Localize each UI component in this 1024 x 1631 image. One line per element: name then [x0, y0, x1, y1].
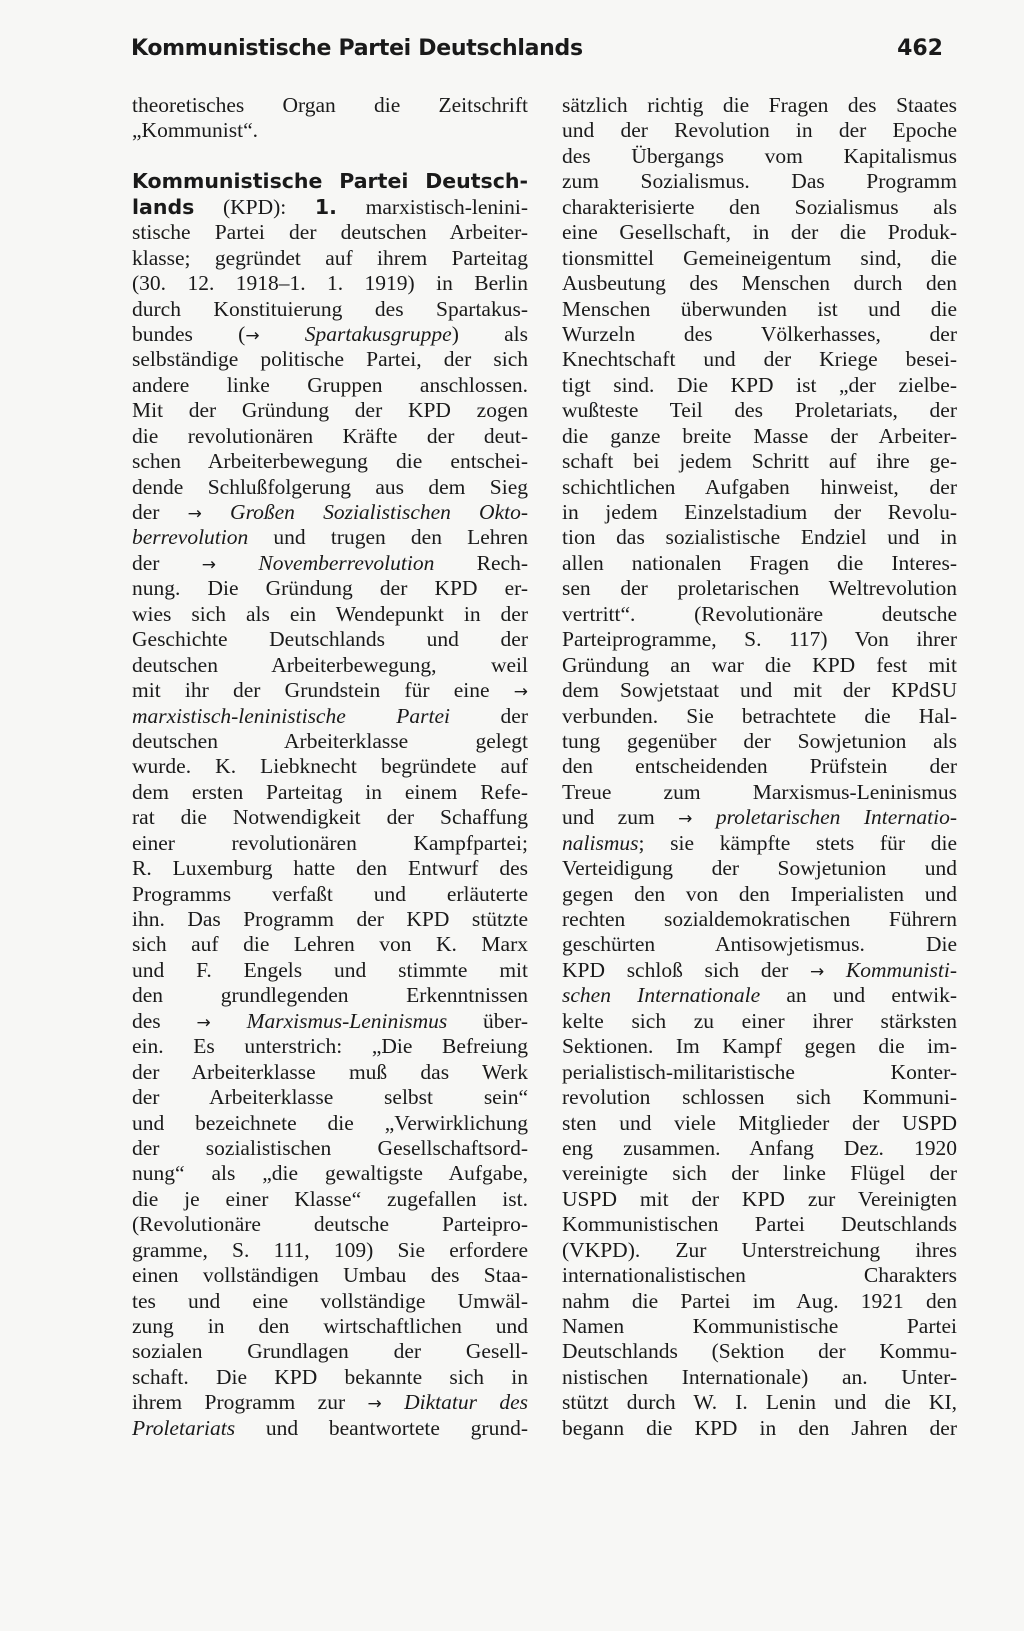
text-line: den entscheidenden Prüfstein der: [562, 754, 957, 779]
text-line: Treue zum Marxismus-Leninismus: [562, 779, 957, 804]
text-line: ihrem Programm zur → Diktatur des: [132, 1390, 528, 1415]
text-line: nung. Die Gründung der KPD er-: [132, 576, 528, 601]
text-line: nahm die Partei im Aug. 1921 den: [562, 1288, 957, 1313]
text-line: einer revolutionären Kampfpartei;: [132, 830, 528, 855]
text-line: schen Internationale an und entwik-: [562, 983, 957, 1008]
text-line: lands (KPD): 1. marxistisch-lenini-: [132, 194, 528, 219]
text-line: dem Sowjetstaat und mit der KPdSU: [562, 678, 957, 703]
text-line: rechten sozialdemokratischen Führern: [562, 907, 957, 931]
text-line: des → Marxismus-Leninismus über-: [132, 1008, 528, 1033]
text-line: tigt sind. Die KPD ist „der zielbe-: [562, 372, 957, 397]
text-line: klasse; gegründet auf ihrem Parteitag: [132, 245, 528, 270]
text-line: der sozialistischen Gesellschaftsord-: [132, 1135, 528, 1160]
text-line: Verteidigung der Sowjetunion und: [562, 856, 957, 881]
text-line: geschürten Antisowjetismus. Die: [562, 932, 957, 957]
cross-reference: marxistisch-leninistische Partei: [132, 703, 451, 728]
text-line: Menschen überwunden ist und die: [562, 296, 957, 321]
cross-reference: nalismus: [562, 830, 639, 855]
text-line: perialistisch-militaristische Konter-: [562, 1059, 957, 1084]
text-line: marxistisch-leninistische Partei der: [132, 703, 528, 728]
text-line: Programms verfaßt und erläuterte: [132, 881, 528, 906]
text-line: schaft bei jedem Schritt auf ihre ge-: [562, 449, 957, 474]
text-line: Namen Kommunistische Partei: [562, 1314, 957, 1338]
text-line: der Arbeiterklasse muß das Werk: [132, 1059, 528, 1084]
right-column: [562, 93, 957, 1441]
text-line: wies sich als ein Wendepunkt in der: [132, 601, 528, 626]
text-line: stützt durch W. I. Lenin und die KI,: [562, 1390, 957, 1415]
text-line: die ganze breite Masse der Arbeiter-: [562, 423, 957, 448]
cross-reference: Großen Sozialistischen Okto-: [230, 500, 529, 524]
cross-reference: schen Internationale: [562, 983, 761, 1008]
text-line: tung gegenüber der Sowjetunion als: [562, 728, 957, 753]
text-line: USPD mit der KPD zur Vereinigten: [562, 1186, 957, 1211]
cross-reference-arrow-icon: →: [245, 325, 260, 346]
text-line: rat die Notwendigkeit der Schaffung: [132, 805, 528, 830]
text-line: zum Sozialismus. Das Programm: [562, 169, 957, 194]
text-line: eng zusammen. Anfang Dez. 1920: [562, 1135, 957, 1160]
text-line: tes und eine vollständige Umwäl-: [132, 1288, 528, 1313]
text-line: mit ihr der Grundstein für eine →: [132, 678, 528, 703]
text-line: in jedem Einzelstadium der Revolu-: [562, 500, 957, 524]
text-line: gramme, S. 111, 109) Sie erfordere: [132, 1237, 528, 1262]
text-line: sten und viele Mitglieder der USPD: [562, 1110, 957, 1135]
text-line: Sektionen. Im Kampf gegen die im-: [562, 1034, 957, 1059]
text-line: (VKPD). Zur Unterstreichung ihres: [562, 1237, 957, 1262]
text-line: tionsmittel Gemeineigentum sind, die: [562, 245, 957, 270]
page-header: [131, 36, 943, 72]
cross-reference: Diktatur des: [404, 1390, 528, 1415]
text-line: durch Konstituierung des Spartakus-: [132, 296, 528, 321]
cross-reference-arrow-icon: →: [187, 504, 202, 524]
text-line: tion das sozialistische Endziel und in: [562, 525, 957, 550]
text-line: sen der proletarischen Weltrevolution: [562, 576, 957, 601]
cross-reference: Proletariats: [132, 1415, 236, 1440]
text-line: begann die KPD in den Jahren der: [562, 1415, 957, 1440]
text-line: „Kommunist“.: [132, 118, 258, 143]
left-column: [132, 93, 528, 1441]
text-line: verbunden. Sie betrachtete die Hal-: [562, 703, 957, 728]
cross-reference: Spartakusgruppe: [304, 321, 452, 346]
text-line: nalismus; sie kämpfte stets für die: [562, 830, 957, 855]
text-line: nung“ als „die gewaltigste Aufgabe,: [132, 1161, 528, 1186]
text-line: berrevolution und trugen den Lehren: [132, 525, 528, 550]
text-line: und bezeichnete die „Verwirklichung: [132, 1110, 528, 1135]
text-line: selbständige politische Partei, der sich: [132, 347, 528, 372]
text-line: der → Novemberrevolution Rech-: [132, 550, 529, 575]
text-line: nistischen Internationale) an. Unter-: [562, 1364, 957, 1389]
text-line: andere linke Gruppen anschlossen.: [132, 372, 528, 397]
text-line: wurde. K. Liebknecht begründete auf: [132, 754, 528, 779]
text-line: revolution schlossen sich Kommuni-: [562, 1085, 957, 1110]
text-line: Wurzeln des Völkerhasses, der: [562, 321, 957, 346]
text-line: (30. 12. 1918–1. 1. 1919) in Berlin: [132, 271, 528, 296]
cross-reference-arrow-icon: →: [367, 1394, 382, 1415]
text-line: ein. Es unterstrich: „Die Befreiung: [132, 1034, 528, 1059]
text-line: Mit der Gründung der KPD zogen: [132, 398, 528, 423]
text-line: Proletariats und beantwortete grund-: [132, 1415, 528, 1440]
text-line: gegen den von den Imperialisten und: [562, 881, 957, 906]
text-line: ihn. Das Programm der KPD stützte: [132, 907, 528, 931]
text-line: schichtlichen Aufgaben hinweist, der: [562, 474, 957, 499]
text-line: zung in den wirtschaftlichen und: [132, 1314, 528, 1338]
cross-reference-arrow-icon: →: [201, 554, 217, 575]
text-line: internationalistischen Charakters: [562, 1263, 957, 1288]
text-line: die je einer Klasse“ zugefallen ist.: [132, 1186, 528, 1211]
cross-reference-arrow-icon: →: [513, 682, 528, 703]
text-line: Geschichte Deutschlands und der: [132, 627, 528, 652]
text-line: KPD schloß sich der → Kommunisti-: [562, 957, 957, 982]
paragraph-gap: [132, 144, 528, 169]
running-head: Kommunistische Partei Deutschlands: [131, 36, 583, 61]
cross-reference: Marxismus-Leninismus: [246, 1008, 448, 1033]
cross-reference: Novemberrevolution: [258, 550, 435, 575]
text-line: bundes (→ Spartakusgruppe) als: [132, 321, 528, 346]
cross-reference-arrow-icon: →: [678, 809, 693, 830]
text-line: schaft. Die KPD bekannte sich in: [132, 1364, 528, 1389]
text-line: Kommunistischen Partei Deutschlands: [562, 1212, 957, 1237]
text-line: vertritt“. (Revolutionäre deutsche: [562, 601, 957, 626]
text-line: Parteiprogramme, S. 117) Von ihrer: [562, 627, 957, 652]
text-line: charakterisierte den Sozialismus als: [562, 194, 957, 219]
text-line: und der Revolution in der Epoche: [562, 118, 957, 143]
text-line: und F. Engels und stimmte mit: [132, 957, 528, 982]
text-line: schen Arbeiterbewegung die entschei-: [132, 449, 528, 474]
cross-reference-arrow-icon: →: [196, 1012, 211, 1033]
entry-heading: Kommunistische Partei Deutsch-: [132, 169, 528, 194]
text-line: sozialen Grundlagen der Gesell-: [132, 1339, 528, 1364]
text-line: dem ersten Parteitag in einem Refe-: [132, 779, 528, 804]
text-line: kelte sich zu einer ihrer stärksten: [562, 1008, 957, 1033]
text-line: eine Gesellschaft, in der die Produk-: [562, 220, 957, 245]
text-line: des Übergangs vom Kapitalismus: [562, 143, 957, 168]
text-line: deutschen Arbeiterbewegung, weil: [132, 652, 528, 677]
text-line: deutschen Arbeiterklasse gelegt: [132, 728, 528, 753]
text-line: sätzlich richtig die Fragen des Staates: [562, 93, 957, 117]
cross-reference: proletarischen Internatio-: [715, 805, 957, 830]
text-line: sich auf die Lehren von K. Marx: [132, 932, 528, 957]
text-line: (Revolutionäre deutsche Parteipro-: [132, 1212, 528, 1237]
text-line: R. Luxemburg hatte den Entwurf des: [132, 856, 528, 881]
text-line: Ausbeutung des Menschen durch den: [562, 271, 957, 296]
text-line: vereinigte sich der linke Flügel der: [562, 1161, 957, 1186]
cross-reference: berrevolution: [132, 525, 249, 550]
text-line: wußteste Teil des Proletariats, der: [562, 398, 957, 423]
text-line: die revolutionären Kräfte der deut-: [132, 423, 528, 448]
text-line: Knechtschaft und der Kriege besei-: [562, 347, 957, 372]
cross-reference: Kommunisti-: [845, 957, 957, 982]
text-line: und zum → proletarischen Internatio-: [562, 805, 957, 830]
page-number: 462: [897, 36, 943, 61]
text-line: einen vollständigen Umbau des Staa-: [132, 1263, 528, 1288]
text-line: der → Großen Sozialistischen Okto-: [132, 500, 529, 524]
cross-reference-arrow-icon: →: [809, 961, 825, 982]
text-line: theoretisches Organ die Zeitschrift: [132, 93, 528, 117]
text-line: dende Schlußfolgerung aus dem Sieg: [132, 474, 528, 499]
text-line: stische Partei der deutschen Arbeiter-: [132, 220, 528, 245]
text-line: Gründung an war die KPD fest mit: [562, 652, 957, 677]
text-line: allen nationalen Fragen die Interes-: [562, 550, 957, 575]
text-line: Deutschlands (Sektion der Kommu-: [562, 1339, 957, 1364]
text-line: der Arbeiterklasse selbst sein“: [132, 1085, 528, 1110]
text-line: den grundlegenden Erkenntnissen: [132, 983, 528, 1008]
